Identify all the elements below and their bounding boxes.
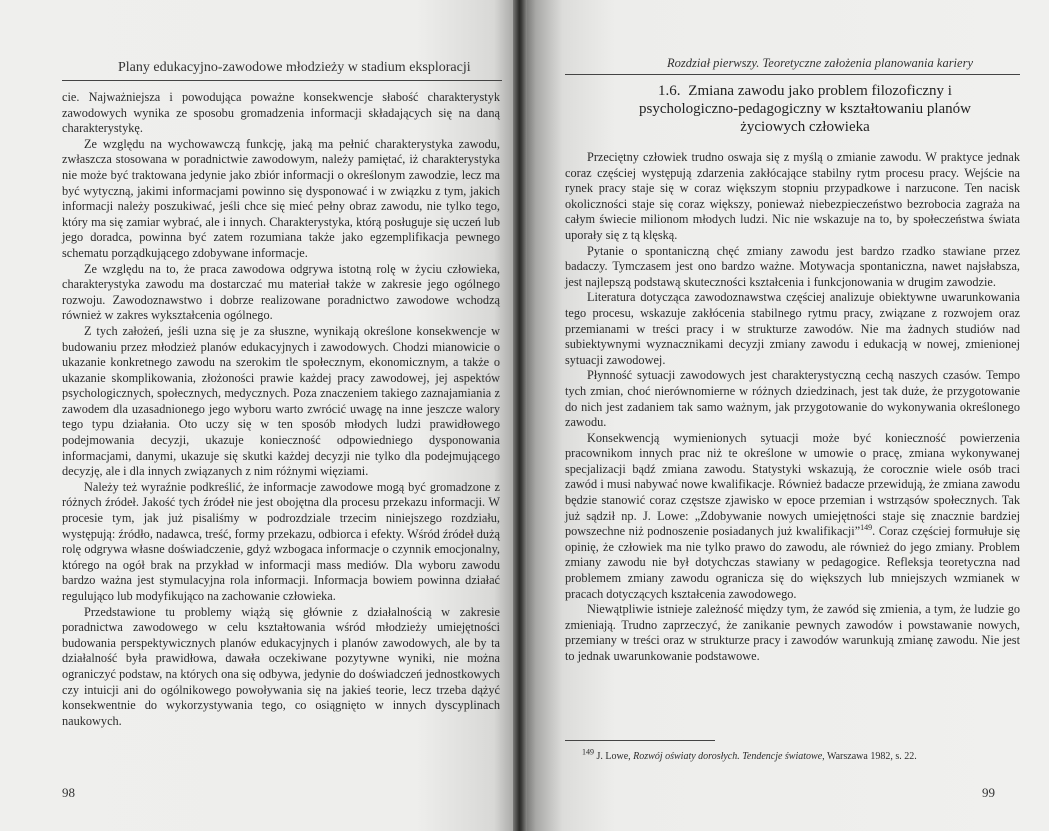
left-head-rule: [62, 80, 502, 81]
right-paragraph: Pytanie o spontaniczną chęć zmiany zawodu jest bardzo rzadko stawiane przez badaczy. Tymczasem jest ono bardzo ważne. Motywacja spontaniczna, nawet najsłabsza, jest najlepszą podstawą skuteczności kształcenia i funkcjonowania w drugim zawodzie.: [565, 243, 1020, 289]
left-body-text: [62, 90, 500, 729]
section-title-text: Zmiana zawodu jako problem filozoficzny i psychologiczno-pedagogiczny w kształtowaniu planów życiowych człowieka: [639, 83, 971, 135]
left-page-number: 98: [62, 785, 75, 800]
footnote-reference[interactable]: 149: [860, 523, 873, 533]
left-paragraph: Ze względu na to, że praca zawodowa odgrywa istotną rolę w życiu człowieka, charakterystyka zawodu ma dostarczać mu materiał także w zakresie jego ogólnego rozwoju. Zawodoznawstwo i dobrze realizowane poradnictwo zawodowe wchodzą również w zakres wykształcenia ogólnego.: [62, 261, 500, 323]
right-page-number: 99: [982, 785, 995, 800]
right-body-text: [565, 150, 1020, 665]
left-paragraph: Należy też wyraźnie podkreślić, że informacje zawodowe mogą być gromadzone z różnych źródeł. Jakość tych źródeł nie jest obojętna dla procesu przekazu informacji. W procesie tym, jak już pisaliśmy w podrozdziale trzecim niniejszego rozdziału, występują: źródło, nadawca, treść, formy przekazu, odbiorca i efekty. Wśród źródeł dużą rolę odgrywa własne doświadczenie, gdyż wzbogaca informacje o czynnik emocjonalny, którego na ogół brak na przykład w informacji mass mediów. Dla wyboru zawodu bardzo ważna jest stymulacyjna rola informacji. Informacja bowiem powinna działać regulująco lub modyfikująco na zachowanie człowieka.: [62, 479, 500, 603]
right-running-head: Rozdział pierwszy. Teoretyczne założenia planowania kariery: [666, 56, 973, 70]
footnote-rest: Warszawa 1982, s. 22.: [826, 751, 917, 762]
right-paragraph: Przeciętny człowiek trudno oswaja się z myślą o zmianie zawodu. W praktyce jednak coraz częściej występują zdarzenia zakłócające stabilny rytm procesu pracy. Wejście na rynek pracy staje się w coraz większym stopniu przypadkowe i narzucone. Ten nacisk okoliczności staje się coraz większy, ponieważ niebezpieczeństwo bezrobocia zagraża na całym świecie milionom młodych ludzi. Nic nie wskazuje na to, by społeczeństwa świata uporały się z tą klęską.: [565, 150, 1020, 242]
right-paragraph: Płynność sytuacji zawodowych jest charakterystyczną cechą naszych czasów. Tempo tych zmian, choć nierównomierne w różnych dziedzinach, jest tak duże, że przygotowanie do nich jest zadaniem tak samo ważnym, jak przygotowanie do wykonywania określonego zawodu.: [565, 368, 1020, 430]
left-page: [0, 0, 520, 831]
section-number: 1.6.: [658, 83, 681, 99]
right-paragraph-with-footnote: [565, 431, 1020, 603]
right-head-rule: [565, 74, 1020, 75]
left-paragraph: Ze względu na wychowawczą funkcję, jaką ma pełnić charakterystyka zawodu, zwłaszcza stosowana w poradnictwie zawodowym, należy pamiętać, iż charakterystyka nie może być traktowana jedynie jako zbiór informacji o określonym zawodzie, lecz ma być wytyczną, jakimi informacjami powinno się dysponować i w związku z tym, jakich informacji należy poszukiwać, jeśli chce się mieć pełny obraz zawodu, nie tylko tego, który ma się zamiar wybrać, ale i innych. Charakterystyka, którą posługuje się uczeń lub jego doradca, powinna być zatem rozumiana także jako egzemplifikacja pewnego schematu porządkującego zdobywane informacje.: [62, 136, 500, 260]
section-heading: [615, 82, 995, 136]
left-running-head: Plany edukacyjno-zawodowe młodzieży w stadium eksploracji: [118, 60, 471, 75]
right-page: [520, 0, 1049, 831]
left-paragraph: cie. Najważniejsza i powodująca poważne konsekwencje słabość charakterystyk zawodowych wynika ze sposobu gromadzenia informacji składających się na daną charakterystykę.: [62, 90, 500, 136]
right-paragraph: Literatura dotycząca zawodoznawstwa częściej analizuje obiektywne uwarunkowania tego procesu, wskazuje zakłócenia stabilnego rytmu pracy, związane z rozwojem oraz przemianami w treści pracy i w strukturze zawodów. Nie ma żadnych studiów nad subiektywnymi wyznacznikami decyzji zmiany zawodu i edukacją w nowej, zmienionej sytuacji zawodowej.: [565, 290, 1020, 367]
footnote-title: Rozwój oświaty dorosłych. Tendencje światowe,: [633, 751, 825, 762]
book-gutter: [513, 0, 527, 831]
right-paragraph: Niewątpliwie istnieje zależność między tym, że zawód się zmienia, a tym, że ludzie go zmieniają. Trudno zaprzeczyć, że zanikanie pewnych zawodów i powstawanie nowych, przemiany w treści oraz w strukturze pracy i zawodów warunkują zmianę zawodu. Nie jest to jednak uwarunkowanie podstawowe.: [565, 602, 1020, 663]
left-paragraph: Z tych założeń, jeśli uzna się je za słuszne, wynikają określone konsekwencje w budowaniu przez młodzież planów edukacyjnych i zawodowych. Chodzi mianowicie o ukazanie konkretnego zawodu na szerokim tle społecznym, ekonomicznym, a także o ukazanie skomplikowania, złożoności prawie każdej pracy zawodowej, jej aspektów psychologicznych, społecznych, medycznych. Poza znaczeniem takiego zaznajamiania z zawodem dla uzasadnionego jego wyboru warto zwrócić uwagę na inne jeszcze walory tego typu działania. Oto uczy się w ten sposób młodych ludzi prawidłowego podejmowania decyzji, ukazuje konieczność odpowiedniego dysponowania informacjami, danymi, ukazuje się skutki każdej decyzji nie tylko dla podejmującego decyzję, ale i dla innych związanych z nim różnymi więziami.: [62, 323, 500, 479]
footnote-author: J. Lowe,: [596, 751, 631, 762]
quote-text: Konsekwencją wymienionych sytuacji może być konieczność powierzenia pracownikom innych prac niż te określone w umowie o pracę, zmiana wykonywanej specjalizacji bądź zmiana zawodu. Statystyki wskazują, że corocznie wiele osób traci zawód i musi nabywać nowe kwalifikacje. Również badacze przewidują, że zmiana zawodu będzie stanowić coraz częstsze zjawisko w epoce przemian i wstrząsów społecznych. Tak już sądził np. J. Lowe: „Zdobywanie nowych umiejętności staje się znacznie bardziej powszechne niż podnoszenie posiadanych już kwalifikacji”: [565, 430, 1020, 539]
footnote-rule: [565, 740, 715, 741]
footnote-number: 149: [582, 747, 594, 757]
footnote: [582, 747, 1012, 763]
paragraph-continuation: . Coraz częściej formułuje się opinię, że człowiek ma nie tylko prawo do zawodu, ale również do jego zmiany. Problem zmiany zawodu nie był dotychczas stawiany w pedagogice. Refleksja teoretyczna nad problemem zmiany zawodu ogranicza się do większych lub mniejszych wzmianek w pracach dotyczących kształcenia zawodowego.: [565, 524, 1020, 601]
left-paragraph: Przedstawione tu problemy wiążą się głównie z działalnością w zakresie poradnictwa zawodowego w celu kształtowania wśród młodzieży umiejętności budowania perspektywicznych planów edukacyjnych i planów zawodowych, ale by ta działalność była prawidłowa, dawała oczekiwane pozytywne wyniki, nie można ograniczyć podstaw, na których ona się odbywa, jedynie do doświadczeń jednostkowych czy intuicji ani do ogólnikowego powoływania się na jakieś teorie, lecz trzeba dążyć konsekwentnie do wykorzystywania tego, co osiągnięto w innych dyscyplinach naukowych.: [62, 604, 500, 728]
